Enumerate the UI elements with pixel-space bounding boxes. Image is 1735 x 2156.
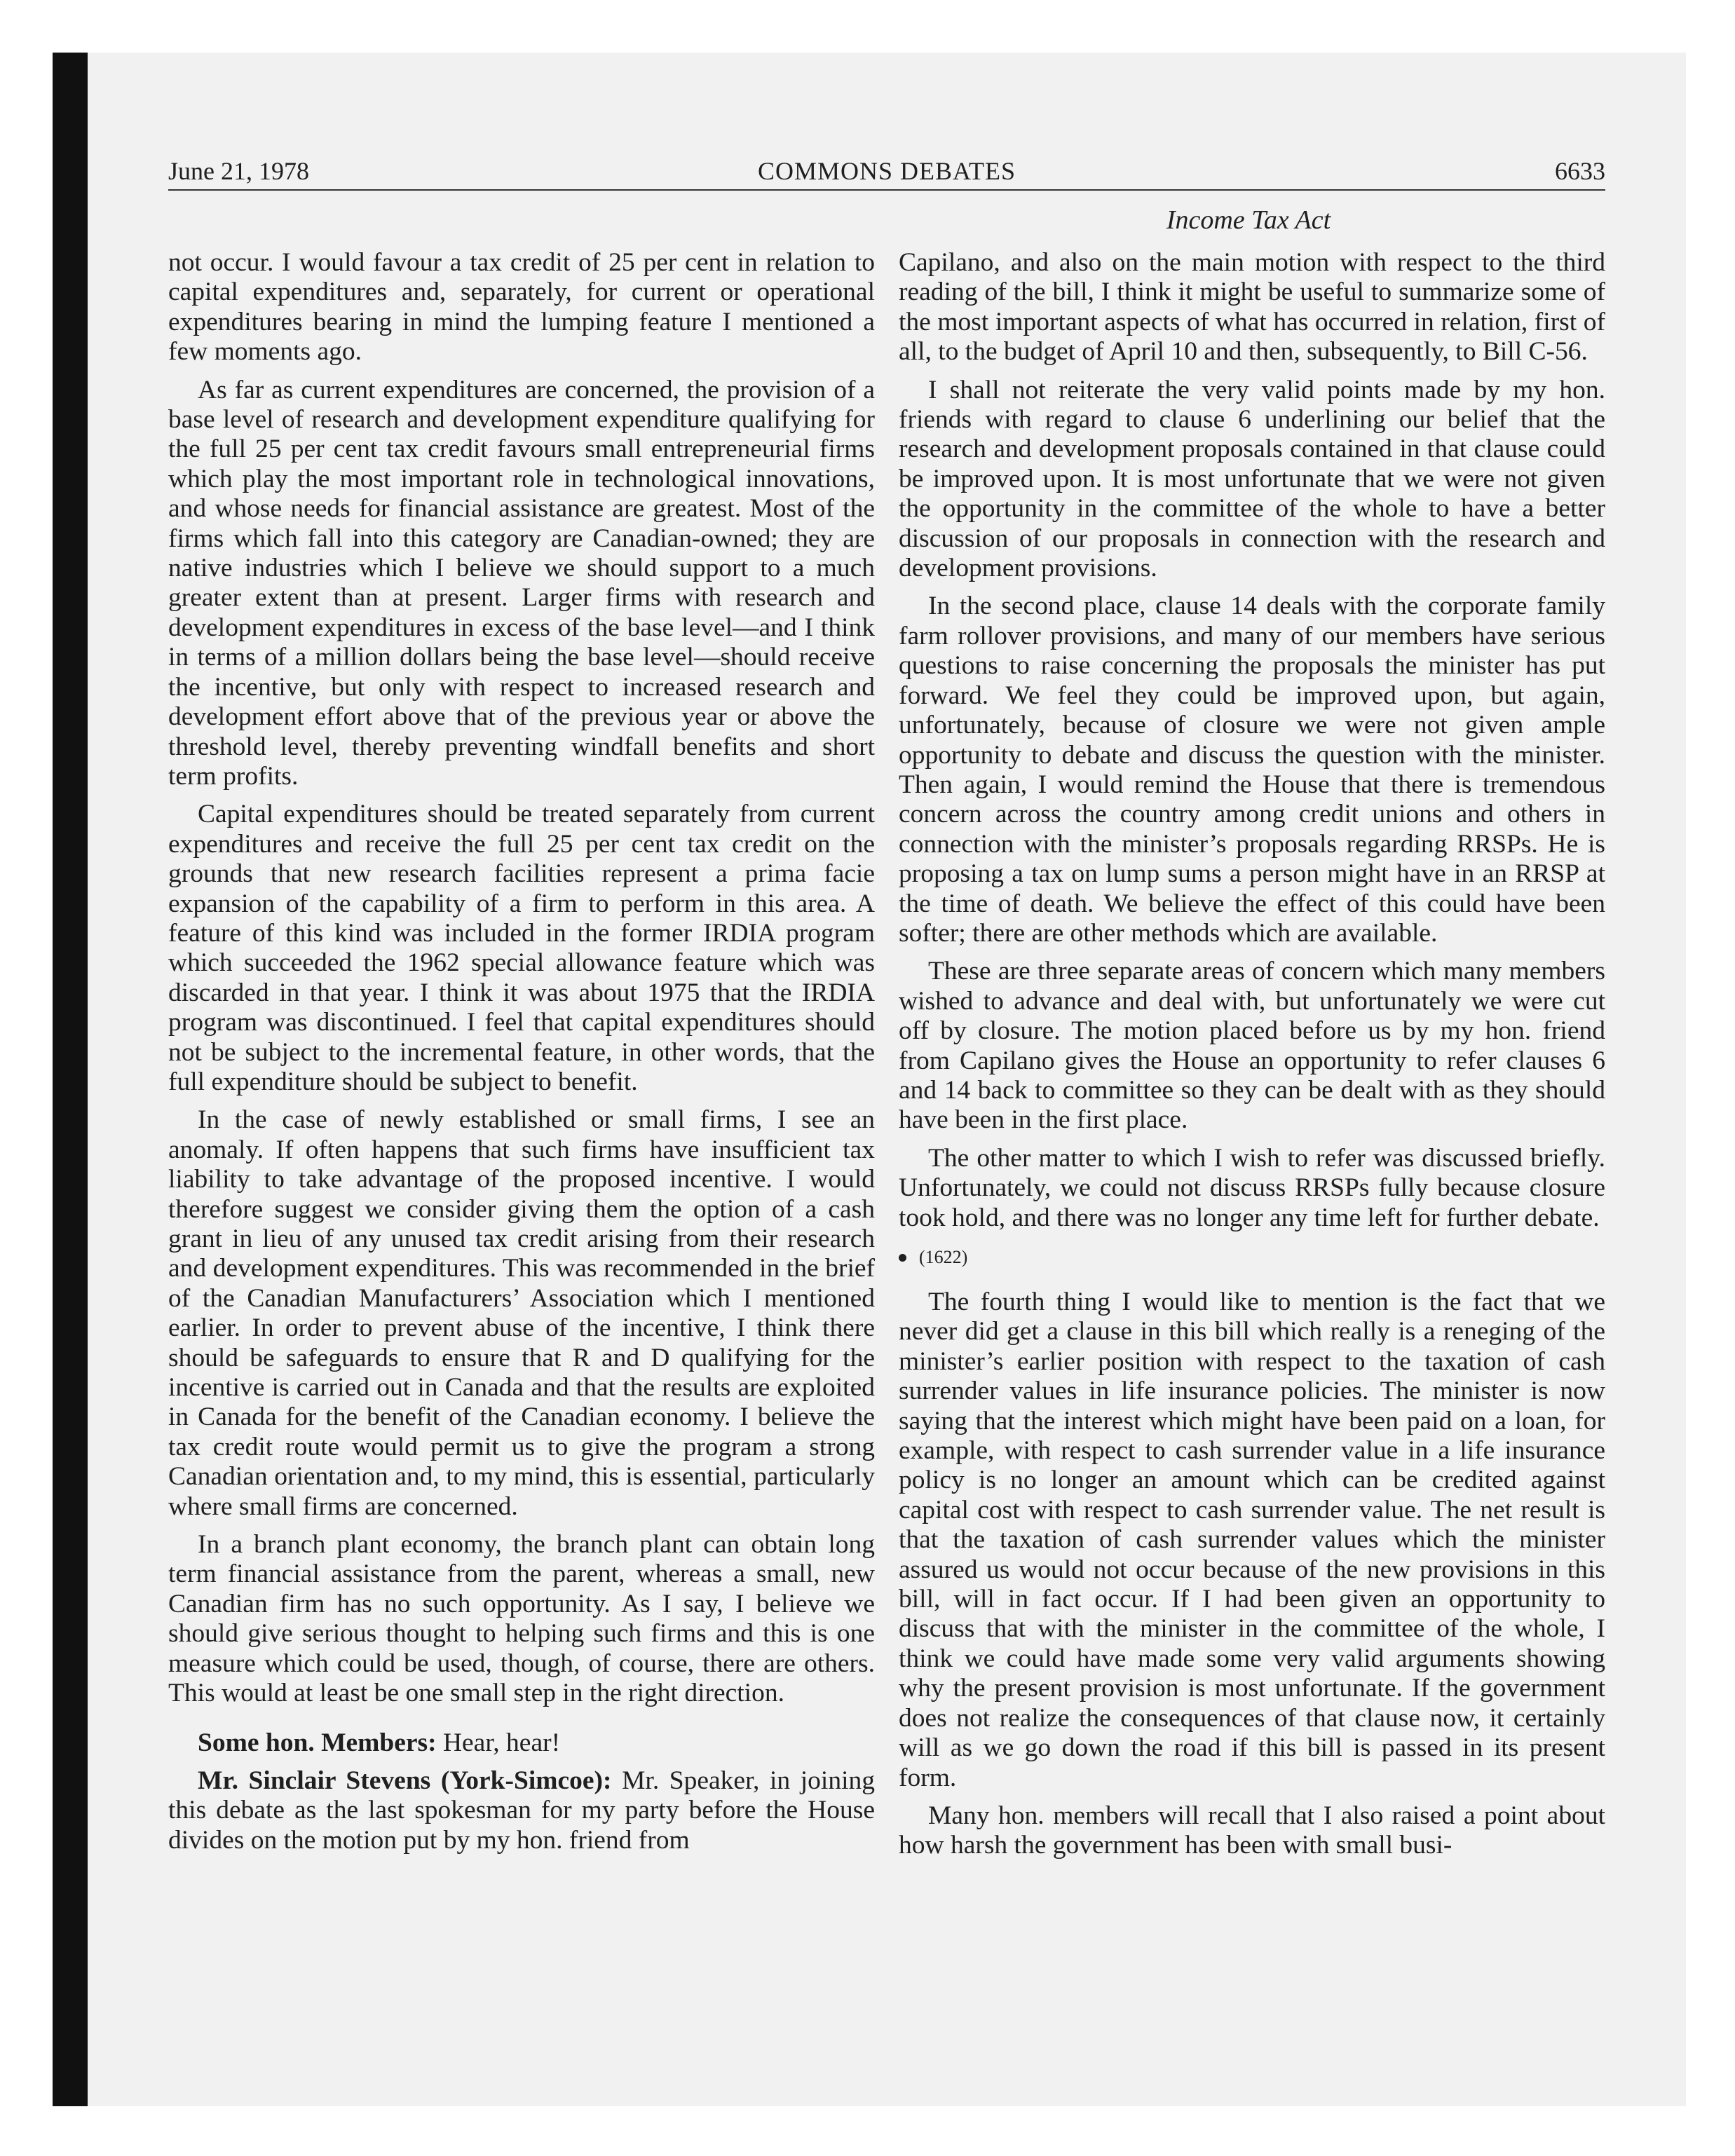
paragraph: not occur. I would favour a tax credit of 25 per cent in relation to capital expenditures and, separately, for current or operational expenditures bearing in mind the lumping feature I mentioned a few moments ago. xyxy=(168,248,875,367)
paragraph: The fourth thing I would like to mention is the fact that we never did get a clause in this bill which really is a reneging of the minister’s earlier position with respect to the taxation of cash surrender values in life insurance policies. The minister is now saying that the interest which might have been paid on a loan, for example, with respect to cash surrender value in a life insurance policy is no longer an amount which can be credited against capital cost with respect to cash surrender value. The net result is that the taxation of cash surrender values which the minister assured us would not occur because of the new provisions in this bill, will in fact occur. If I had been given an opportunity to discuss that with the minister in the committee of the whole, I think we could have made some very valid arguments showing why the present provision is most unfortunate. If the government does not realize the consequences of that clause now, it certainly will as we go down the road if this bill is passed in its present form. xyxy=(899,1288,1605,1792)
paragraph: Capital expenditures should be treated separately from current expenditures and receive the full 25 per cent tax credit on the grounds that new research facilities represent a prima facie expansion of the capability of a firm to perform in this area. A feature of this kind was included in the former IRDIA program which succeeded the 1962 special allowance feature which was discarded in that year. I think it was about 1975 that the IRDIA program was discontinued. I feel that capital expenditures should not be subject to the incremental feature, in other words, that the full expenditure should be subject to benefit. xyxy=(168,800,875,1096)
speech-intro xyxy=(168,1766,875,1855)
paragraph: In the case of newly established or small firms, I see an anomaly. If often happens that such firms have insufficient tax liability to take advantage of the proposed incentive. I would therefore suggest we consider giving them the option of a cash grant in lieu of any unused tax credit arising from their research and development expenditures. This was recommended in the brief of the Canadian Manufacturers’ Association which I mentioned earlier. In order to prevent abuse of the incentive, I think there should be safeguards to ensure that R and D qualifying for the incentive is carried out in Canada and that the results are exploited in Canada for the benefit of the Canadian economy. I believe the tax credit route would permit us to give the program a strong Canadian orientation and, to my mind, this is essential, particularly where small firms are concerned. xyxy=(168,1105,875,1521)
page-header xyxy=(168,156,1605,189)
bullet-icon xyxy=(899,1254,906,1262)
paragraph: In the second place, clause 14 deals with the corporate family farm rollover provisions, and many of our members have serious questions to raise concerning the proposals the minister has put forward. We feel they could be improved upon, but again, unfortunately, because of closure we were not given ample opportunity to debate and discuss the question with the minister. Then again, I would remind the House that there is tremendous concern across the country among credit unions and others in connection with the minister’s proposals regarding RRSPs. He is proposing a tax on lump sums a person might have in an RRSP at the time of death. We believe the effect of this could have been softer; there are other methods which are available. xyxy=(899,592,1605,948)
speaker-name: Mr. Sinclair Stevens (York-Simcoe): xyxy=(198,1766,612,1795)
speech-text: Mr. Speaker, in joining this debate as the last spokesman for my party before the House divides on the motion put by my hon. friend from xyxy=(168,1766,875,1855)
left-column xyxy=(168,248,875,1864)
scan-edge-shadow xyxy=(53,53,88,2106)
interjection-speaker: Some hon. Members: xyxy=(198,1728,437,1757)
header-page-number: 6633 xyxy=(1555,157,1605,185)
paragraph: Capilano, and also on the main motion with respect to the third reading of the bill, I think it might be useful to summarize some of the most important aspects of what has occurred in relation, first of all, to the budget of April 10 and then, subsequently, to Bill C-56. xyxy=(899,248,1605,367)
paragraph: As far as current expenditures are concerned, the provision of a base level of research and development expenditure qualifying for the full 25 per cent tax credit favours small entrepreneurial firms which play the most important role in technological innovations, and whose needs for financial assistance are greatest. Most of the firms which fall into this category are Canadian-owned; they are native industries which I believe we should support to a much greater extent than at present. Larger firms with research and development expenditures in excess of the base level—and I think in terms of a million dollars being the base level—should receive the incentive, but only with respect to increased research and development effort above that of the previous year or above the threshold level, thereby preventing windfall benefits and short term profits. xyxy=(168,375,875,791)
header-rule xyxy=(168,189,1605,191)
time-marker-text: (1622) xyxy=(919,1247,968,1267)
interjection xyxy=(168,1728,875,1758)
header-date: June 21, 1978 xyxy=(168,157,309,185)
paragraph: In a branch plant economy, the branch plant can obtain long term financial assistance from the parent, whereas a small, new Canadian firm has no such opportunity. As I say, I believe we should give serious thought to helping such firms and this is one measure which could be used, though, of course, there are others. This would at least be one small step in the right direction. xyxy=(168,1530,875,1708)
paragraph: These are three separate areas of concern which many members wished to advance and deal with, but unfortunately we were cut off by closure. The motion placed before us by my hon. friend from Capilano gives the House an opportunity to refer clauses 6 and 14 back to committee so they can be dealt with as they should have been in the first place. xyxy=(899,957,1605,1135)
right-column xyxy=(899,248,1605,1869)
paragraph: Many hon. members will recall that I also raised a point about how harsh the government has been with small busi- xyxy=(899,1801,1605,1860)
paragraph: The other matter to which I wish to refer was discussed briefly. Unfortunately, we could not discuss RRSPs fully because closure took hold, and there was no longer any time left for further debate. xyxy=(899,1143,1605,1232)
paragraph: I shall not reiterate the very valid points made by my hon. friends with regard to clause 6 underlining our belief that the research and development proposals contained in that clause could be improved upon. It is most unfortunate that we were not given the opportunity in the committee of the whole to have a better discussion of our proposals in connection with the research and development provisions. xyxy=(899,375,1605,583)
interjection-text: Hear, hear! xyxy=(436,1728,561,1757)
running-title: Income Tax Act xyxy=(1166,205,1331,235)
time-marker xyxy=(899,1246,1605,1269)
header-publication: COMMONS DEBATES xyxy=(757,157,1016,185)
